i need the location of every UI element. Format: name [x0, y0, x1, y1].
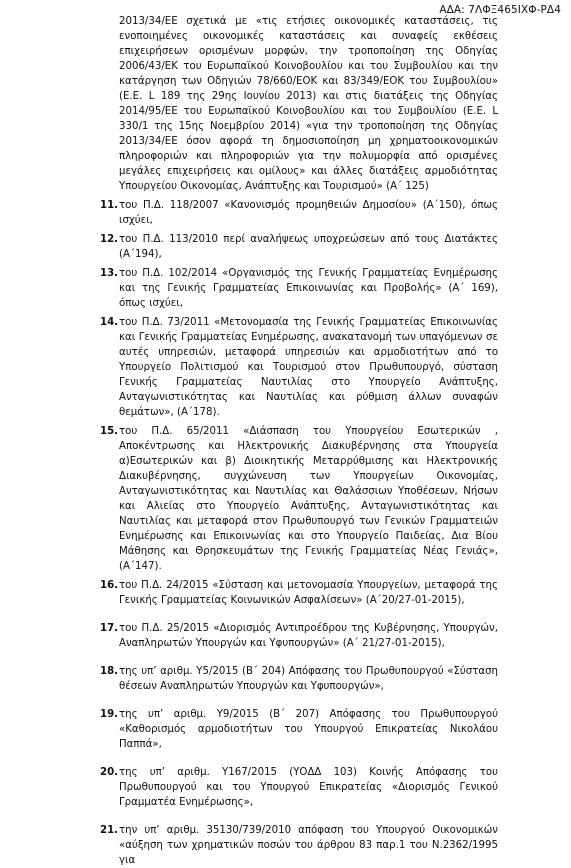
item-text: του Π.Δ. 102/2014 «Οργανισμός της Γενικής Γραμματείας Ενημέρωσης και της Γενικής Γραμματείας Επικοινωνίας και Προβολής» (Α΄ 169), όπως ισχύει,	[119, 268, 498, 309]
item-number: 19.	[100, 709, 119, 720]
list-item-14	[100, 315, 498, 420]
item-number: 18.	[100, 666, 119, 677]
list-item-13	[100, 266, 498, 311]
list-item-17	[100, 621, 498, 651]
list-item-12	[100, 232, 498, 262]
ada-code: ΑΔΑ: 7ΛΦΞ465ΙΧΦ-ΡΔ4	[439, 4, 561, 16]
item-text: της υπ’ αριθμ. Υ9/2015 (Β΄ 207) Απόφασης του Πρωθυπουργού «Καθορισμός αρμοδιοτήτων του Υπουργού Επικρατείας Νικολάου Παππά»,	[119, 709, 498, 750]
item-number: 20.	[100, 767, 119, 778]
item-text: την υπ’ αριθμ. 35130/739/2010 απόφαση του Υπουργού Οικονομικών «αύξηση των χρηματικών ποσών του άρθρου 83 παρ.1 του Ν.2362/1995 για	[119, 825, 498, 866]
document-body	[0, 14, 571, 868]
list-item-16	[100, 578, 498, 608]
item-text: του Π.Δ. 24/2015 «Σύσταση και μετονομασία Υπουργείων, μεταφορά της Γενικής Γραμματείας Κοινωνικών Ασφαλίσεων» (Α΄20/27-01-2015),	[119, 580, 498, 606]
item-text: του Π.Δ. 118/2007 «Κανονισμός προμηθειών Δημοσίου» (Α΄150), όπως ισχύει,	[119, 200, 498, 226]
item-number: 14.	[100, 317, 119, 328]
item-number: 12.	[100, 234, 119, 245]
continuation-paragraph: 2013/34/ΕΕ σχετικά με «τις ετήσιες οικονομικές καταστάσεις, τις ενοποιημένες οικονομικές καταστάσεις και συναφείς εκθέσεις επιχειρήσεων ορισμένων μορφών, την τροποποίηση της Οδηγίας 2006/43/ΕΚ του Ευρωπαϊκού Κοινοβουλίου και του Συμβουλίου και την κατάργηση των Οδηγιών 78/660/ΕΟΚ και 83/349/ΕΟΚ του Συμβουλίου» (Ε.Ε. L 189 της 29ης Ιουνίου 2013) και στις διατάξεις της Οδηγίας 2014/95/ΕΕ του Ευρωπαϊκού Κοινοβουλίου και του Συμβουλίου (Ε.Ε. L 330/1 της 15ης Νοεμβρίου 2014) «για την τροποποίηση της Οδηγίας 2013/34/ΕΕ όσον αφορά τη δημοσιοποίηση μη χρηματοοικονομικών πληροφοριών και πληροφοριών για την πολυμορφία από ορισμένες μεγάλες επιχειρήσεις και ομίλους» και άλλες διατάξεις αρμοδιότητας Υπουργείου Οικονομίας, Ανάπτυξης και Τουρισμού» (Α΄ 125)	[119, 16, 498, 192]
item-number: 17.	[100, 623, 119, 634]
list-item-19	[100, 707, 498, 752]
item-number: 13.	[100, 268, 119, 279]
list-item-18	[100, 664, 498, 694]
item-number: 16.	[100, 580, 119, 591]
item-text: του Π.Δ. 73/2011 «Μετονομασία της Γενικής Γραμματείας Επικοινωνίας και Γενικής Γραμματείας Ενημέρωσης, ανακατανομή των υπαγόμενων σε αυτές υπηρεσιών, μεταφορά υπηρεσιών και αρμοδιοτήτων από το Υπουργείο Πολιτισμού και Τουρισμού στον Πρωθυπουργό, σύσταση Γενικής Γραμματείας Ναυτιλίας στο Υπουργείο Ανάπτυξης, Ανταγωνιστικότητας και Ναυτιλίας και ρύθμιση άλλων συναφών θεμάτων», (Α΄178).	[119, 317, 498, 418]
item-number: 11.	[100, 200, 119, 211]
list-item-15	[100, 424, 498, 574]
item-text: του Π.Δ. 25/2015 «Διορισμός Αντιπροέδρου της Κυβέρνησης, Υπουργών, Αναπληρωτών Υπουργών και Υφυπουργών» (Α΄ 21/27-01-2015),	[119, 623, 498, 649]
list-item-11	[100, 198, 498, 228]
list-item-21	[100, 823, 498, 868]
item-text: της υπ’ αριθμ. Υ167/2015 (ΥΟΔΔ 103) Κοινής Απόφασης του Πρωθυπουργού και του Υπουργού Επικρατείας «Διορισμός Γενικού Γραμματέα Ενημέρωσης»,	[119, 767, 498, 808]
item-number: 15.	[100, 426, 119, 437]
item-number: 21.	[100, 825, 119, 836]
item-text: της υπ’ αριθμ. Υ5/2015 (Β΄ 204) Απόφασης του Πρωθυπουργού «Σύσταση θέσεων Αναπληρωτών Υπουργών και Υφυπουργών»,	[119, 666, 498, 692]
item-text: του Π.Δ. 113/2010 περί αναλήψεως υποχρεώσεων από τους Διατάκτες (Α΄194),	[119, 234, 498, 260]
list-item-20	[100, 765, 498, 810]
item-text: του Π.Δ. 65/2011 «Διάσπαση του Υπουργείου Εσωτερικών , Αποκέντρωσης και Ηλεκτρονικής Διακυβέρνησης στα Υπουργεία α)Εσωτερικών και β) Διοικητικής Μεταρρύθμισης και Ηλεκτρονικής Διακυβέρνησης, συγχώνευση των Υπουργείων Οικονομίας, Ανταγωνιστικότητας και Ναυτιλίας και Θαλάσσιων Υποθέσεων, Νήσων και Αλιείας στο Υπουργείο Ανάπτυξης, Ανταγωνιστικότητας και Ναυτιλίας και μεταφορά στον Πρωθυπουργό των Γενικών Γραμματειών Ενημέρωσης και Επικοινωνίας και στο Υπουργείο Παιδείας, Δια Βίου Μάθησης και Θρησκευμάτων της Γενικής Γραμματείας Νέας Γενιάς», (Α΄147).	[119, 426, 498, 572]
